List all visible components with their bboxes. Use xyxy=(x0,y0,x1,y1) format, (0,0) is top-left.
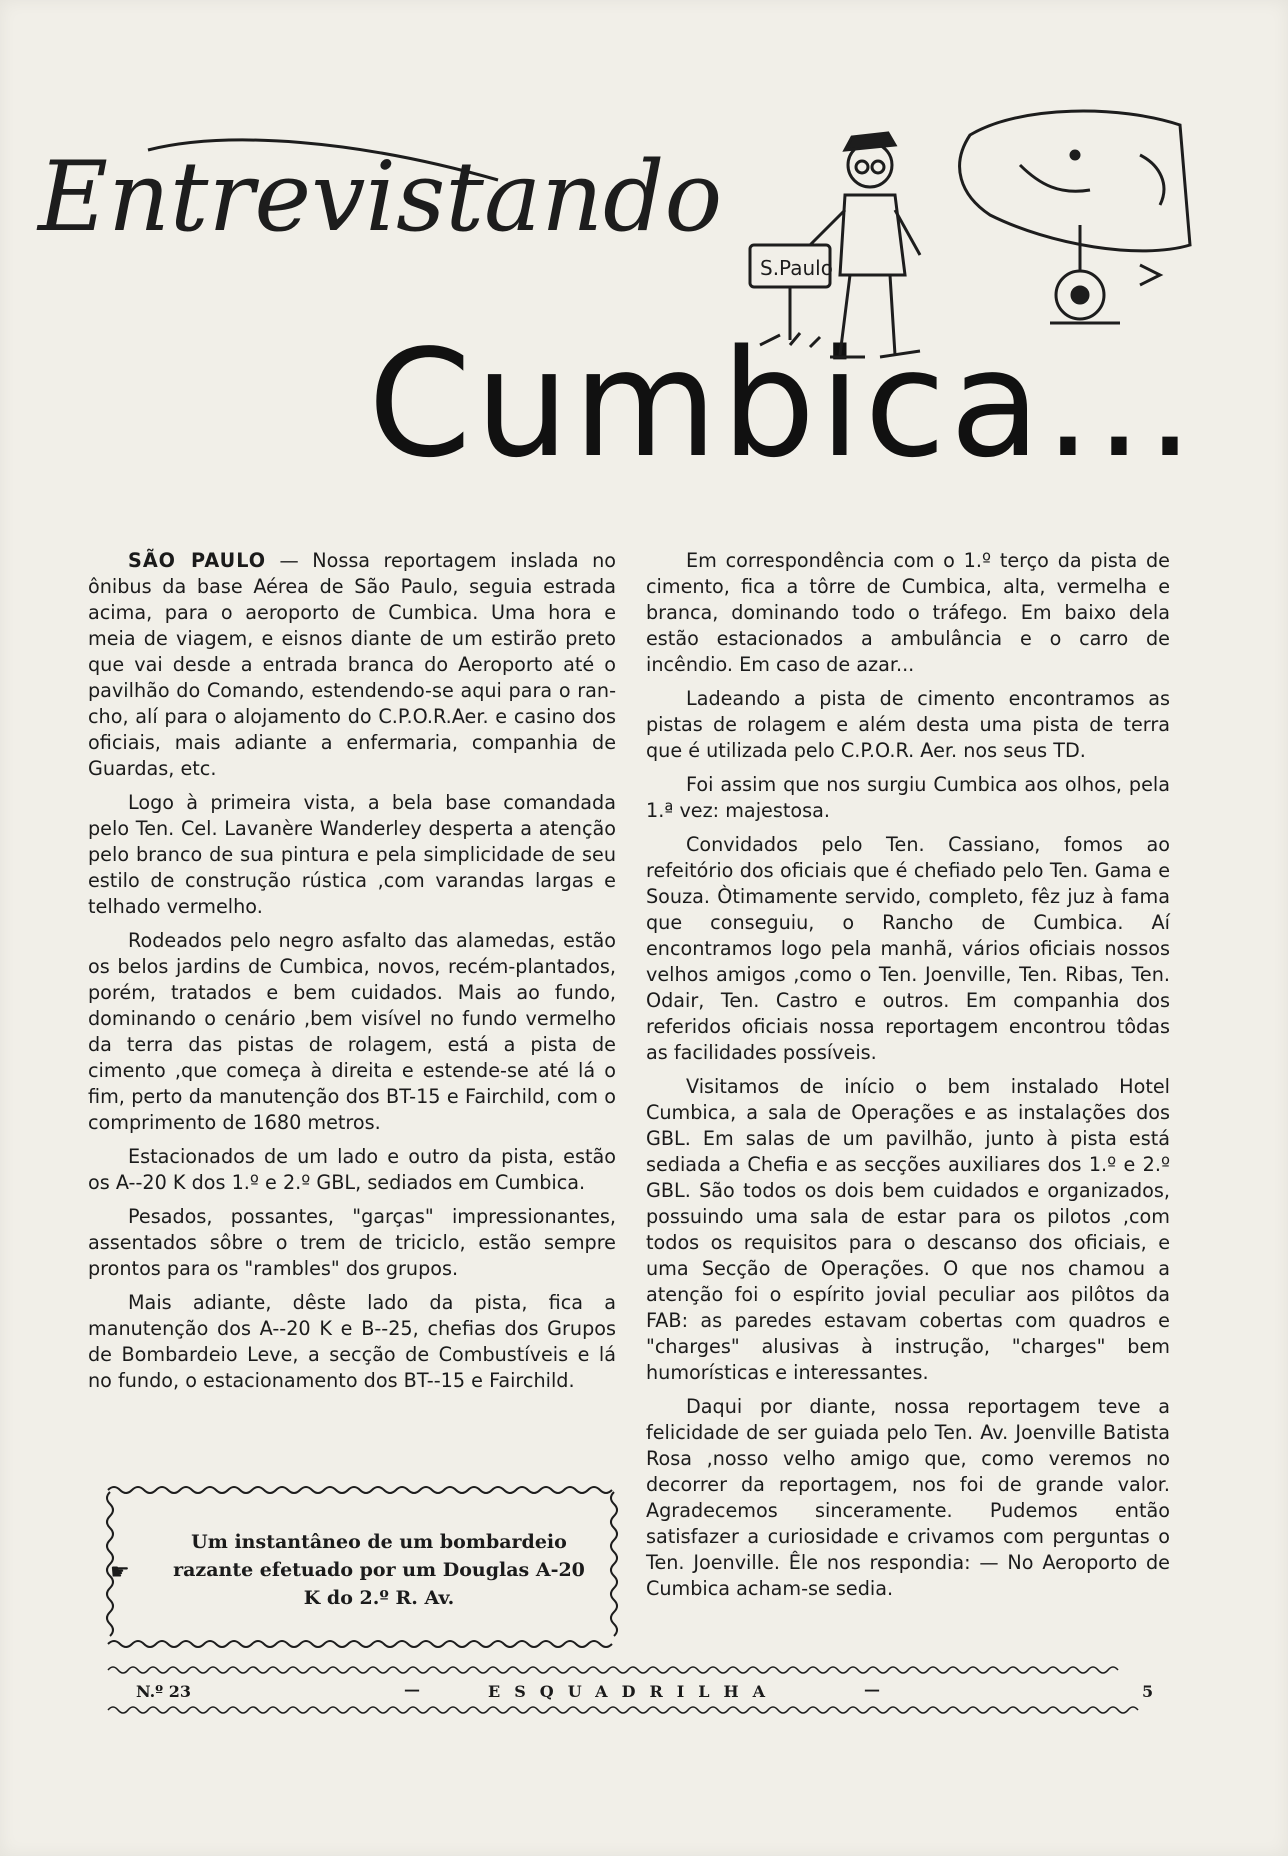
script-title-text: Entrevistando xyxy=(38,141,723,253)
left-column xyxy=(88,548,616,1402)
issue-number: N.º 23 xyxy=(136,1682,192,1701)
right-paragraph: Foi assim que nos surgiu Cumbica aos olhos, pela 1.ª vez: majestosa. xyxy=(646,773,1170,822)
right-paragraph: Ladeando a pista de cimento encontramos as pistas de rolagem e além desta uma pista de terra que é utilizada pelo C.P.O.R. Aer. nos seus TD. xyxy=(646,687,1170,762)
photo-caption-box xyxy=(104,1484,620,1650)
page-footer xyxy=(108,1680,1168,1704)
magazine-name: ESQUADRILHA xyxy=(488,1682,779,1701)
lead-dateline: SÃO PAULO xyxy=(128,549,267,572)
left-paragraph: Pesados, possantes, "garças" impressionantes, assentados sôbre o trem de triciclo, estão sempre prontos para os "rambles" dos grupos. xyxy=(88,1205,616,1280)
footer-wavy-rule-top xyxy=(108,1664,1168,1676)
airplane-nose-icon xyxy=(960,111,1190,323)
footer-wavy-rule-bottom xyxy=(108,1704,1168,1716)
right-column xyxy=(646,548,1170,1610)
left-paragraph: Rodeados pelo negro asfalto das alamedas, estão os belos jardins de Cumbica, novos, recém-plantados, porém, tratados e bem cuidados. Mais ao fundo, dominando o cenário ,bem visível no fundo vermelho da terra das pistas de rolagem, está a pista de cimento ,que começa à direita e estende-se até lá o fim, perto da manutenção dos BT-15 e Fairchild, com o comprimento de 1680 metros. xyxy=(88,929,616,1134)
right-paragraph: Visitamos de início o bem instalado Hotel Cumbica, a sala de Operações e as instalações dos GBL. Em salas de um pavilhão, junto à pista está sediada a Chefia e as secções auxiliares dos 1.º e 2.º GBL. São todos os dois bem cuidados e organizados, possuindo uma sala de estar para os pilotos ,com todos os requisitos para o descanso dos oficiais, e uma Secção de Operações. O que nos chamou a atenção foi o espírito jovial peculiar aos pilôtos da FAB: as paredes estavam cobertas com quadros e "charges" alusivas à instrução, "charges" bem humorísticas e interessantes. xyxy=(646,1075,1170,1384)
left-paragraph: Mais adiante, dêste lado da pista, fica a manutenção dos A--20 K e B--25, chefias dos Grupos de Bombardeio Leve, a secção de Combustíveis e lá no fundo, o estacionamento dos BT--15 e Fairchild. xyxy=(88,1291,616,1392)
photo-caption-text: Um instantâneo de um bombardeio razante efetuado por um Douglas A-20 K do 2.º R. Av. xyxy=(173,1531,585,1609)
footer-dash: — xyxy=(864,1680,880,1699)
left-paragraph: Logo à primeira vista, a bela base comandada pelo Ten. Cel. Lavanère Wanderley desperta a atenção pelo branco de sua pintura e pela simplicidade de seu estilo de construção rústica ,com varandas largas e telhado vermelho. xyxy=(88,791,616,918)
page-number: 5 xyxy=(1142,1682,1154,1701)
left-paragraph-text: — Nossa reportagem inslada no ônibus da base Aérea de São Paulo, seguia estrada acima, para o aeroporto de Cumbica. Uma hora e meia de viagem, e eisnos diante de um estirão preto que vai desde a entrada branca do Aeroporto até o pavilhão do Comando, estendendo-se aqui para o rancho, alí para o alojamento do C.P.O.R.Aer. e casino dos oficiais, mais adiante a enfermaria, companhia de Guardas, etc. xyxy=(88,549,616,780)
script-title xyxy=(28,110,723,280)
right-paragraph: Daqui por diante, nossa reportagem teve a felicidade de ser guiada pelo Ten. Av. Joenville Batista Rosa ,nosso velho amigo que, como veremos no decorrer da reportagem, nos foi de grande valor. Agradecemos sinceramente. Pudemos então satisfazer a curiosidade e crivamos com perguntas o Ten. Joenville. Êle nos respondia: — No Aeroporto de Cumbica acham-se sedia. xyxy=(646,1395,1170,1600)
right-paragraph: Convidados pelo Ten. Cassiano, fomos ao refeitório dos oficiais que é chefiado pelo Ten. Gama e Souza. Òtimamente servido, completo, fêz juz à fama que conseguiu, o Rancho de Cumbica. Aí encontramos logo pela manhã, vários oficiais nossos velhos amigos ,como o Ten. Joenville, Ten. Ribas, Ten. Odair, Ten. Castro e outros. Em companhia dos referidos oficiais nossa reportagem encontrou tôdas as facilidades possíveis. xyxy=(646,833,1170,1064)
pointing-hand-icon: ☛ xyxy=(110,1560,130,1585)
cartoon-illustration xyxy=(720,95,1190,385)
left-paragraph xyxy=(88,548,616,782)
main-title-text: Cumbica... xyxy=(368,318,1198,490)
right-paragraph: Em correspondência com o 1.º terço da pista de cimento, fica a tôrre de Cumbica, alta, vermelha e branca, dominando todo o tráfego. Em baixo dela estão estacionados a ambulância e o carro de incêndio. Em caso de azar... xyxy=(646,549,1170,676)
footer-dash: — xyxy=(404,1680,420,1699)
left-paragraph: Estacionados de um lado e outro da pista, estão os A--20 K dos 1.º e 2.º GBL, sediados em Cumbica. xyxy=(88,1145,616,1194)
sign-text: S.Paulo xyxy=(760,256,833,280)
